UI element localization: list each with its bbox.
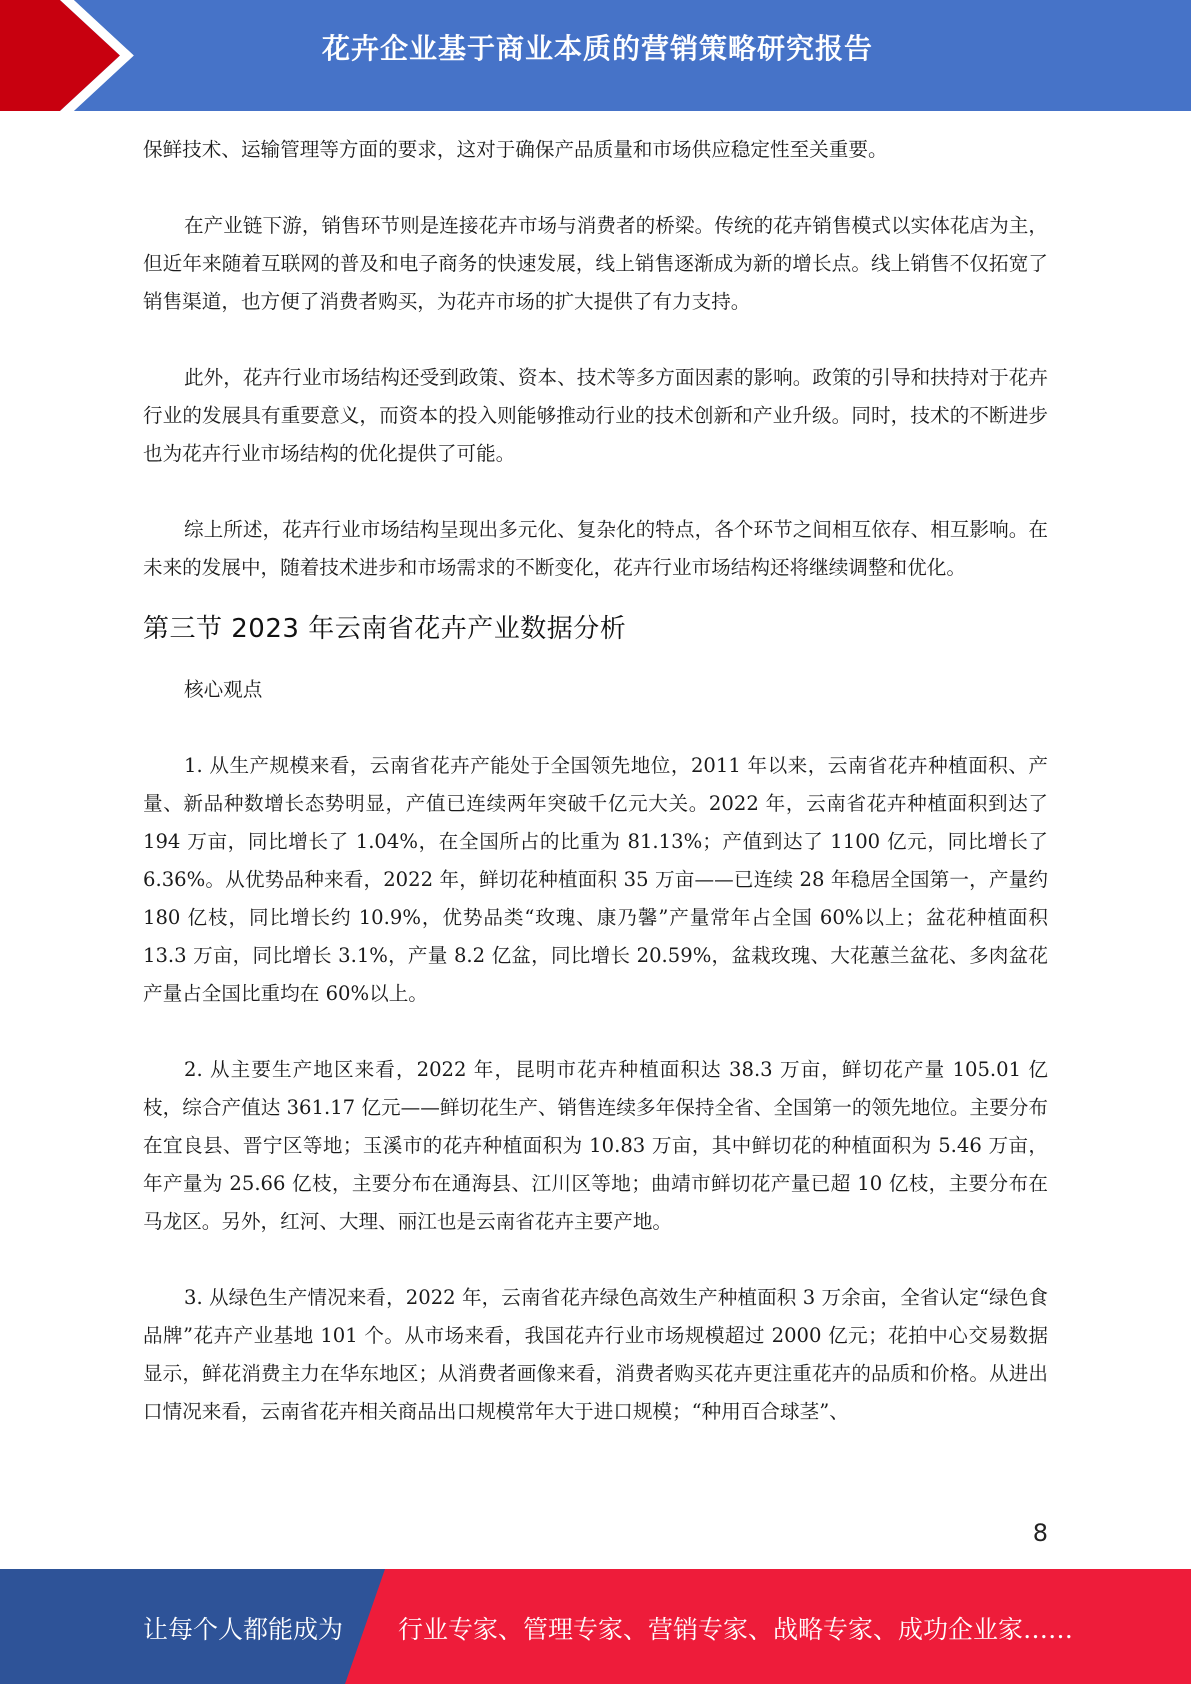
paragraph: 保鲜技术、运输管理等方面的要求，这对于确保产品质量和市场供应稳定性至关重要。 [143,138,888,161]
page-footer [0,1569,1191,1684]
page-body [143,131,1048,1431]
page-number: 8 [1032,1519,1048,1547]
subheading-core-views: 核心观点 [184,678,263,701]
section-heading: 第三节 2023 年云南省花卉产业数据分析 [143,614,627,644]
report-title: 花卉企业基于商业本质的营销策略研究报告 [322,32,874,65]
paragraph: 综上所述，花卉行业市场结构呈现出多元化、复杂化的特点，各个环节之间相互依存、相互影响。在未来的发展中，随着技术进步和市场需求的不断变化，花卉行业市场结构还将继续调整和优化。 [143,518,1048,579]
footer-slogan-left: 让每个人都能成为 [143,1615,344,1644]
paragraph: 此外，花卉行业市场结构还受到政策、资本、技术等多方面因素的影响。政策的引导和扶持对于花卉行业的发展具有重要意义，而资本的投入则能够推动行业的技术创新和产业升级。同时，技术的不断进步也为花卉行业市场结构的优化提供了可能。 [143,366,1048,465]
page-header [0,0,1191,111]
point-paragraph: 3. 从绿色生产情况来看，2022 年，云南省花卉绿色高效生产种植面积 3 万余亩，全省认定“绿色食品牌”花卉产业基地 101 个。从市场来看，我国花卉行业市场规模超过 2000 亿元；花拍中心交易数据显示，鲜花消费主力在华东地区；从消费者画像来看，消费者购买花卉更注重花卉的品质和价格。从进出口情况来看，云南省花卉相关商品出口规模常年大于进口规模；“种用百合球茎”、 [143,1286,1048,1423]
point-paragraph: 2. 从主要生产地区来看，2022 年，昆明市花卉种植面积达 38.3 万亩，鲜切花产量 105.01 亿枝，综合产值达 361.17 亿元——鲜切花生产、销售连续多年保持全省、全国第一的领先地位。主要分布在宜良县、晋宁区等地；玉溪市的花卉种植面积为 10.83 万亩，其中鲜切花的种植面积为 5.46 万亩，年产量为 25.66 亿枝，主要分布在通海县、江川区等地；曲靖市鲜切花产量已超 10 亿枝，主要分布在马龙区。另外，红河、大理、丽江也是云南省花卉主要产地。 [143,1058,1048,1233]
footer-slogan-right: 行业专家、管理专家、营销专家、战略专家、成功企业家…… [398,1615,1074,1644]
header-arrow-decoration [0,0,160,111]
point-paragraph: 1. 从生产规模来看，云南省花卉产能处于全国领先地位，2011 年以来，云南省花卉种植面积、产量、新品种数增长态势明显，产值已连续两年突破千亿元大关。2022 年，云南省花卉种植面积到达了 194 万亩，同比增长了 1.04%，在全国所占的比重为 81.13%；产值到达了 1100 亿元，同比增长了 6.36%。从优势品种来看，2022 年，鲜切花种植面积 35 万亩——已连续 28 年稳居全国第一，产量约 180 亿枝，同比增长约 10.9%，优势品类“玫瑰、康乃馨”产量常年占全国 60%以上；盆花种植面积 13.3 万亩，同比增长 3.1%，产量 8.2 亿盆，同比增长 20.59%，盆栽玫瑰、大花蕙兰盆花、多肉盆花产量占全国比重均在 60%以上。 [143,754,1048,1005]
paragraph: 在产业链下游，销售环节则是连接花卉市场与消费者的桥梁。传统的花卉销售模式以实体花店为主，但近年来随着互联网的普及和电子商务的快速发展，线上销售逐渐成为新的增长点。线上销售不仅拓宽了销售渠道，也方便了消费者购买，为花卉市场的扩大提供了有力支持。 [143,214,1048,313]
